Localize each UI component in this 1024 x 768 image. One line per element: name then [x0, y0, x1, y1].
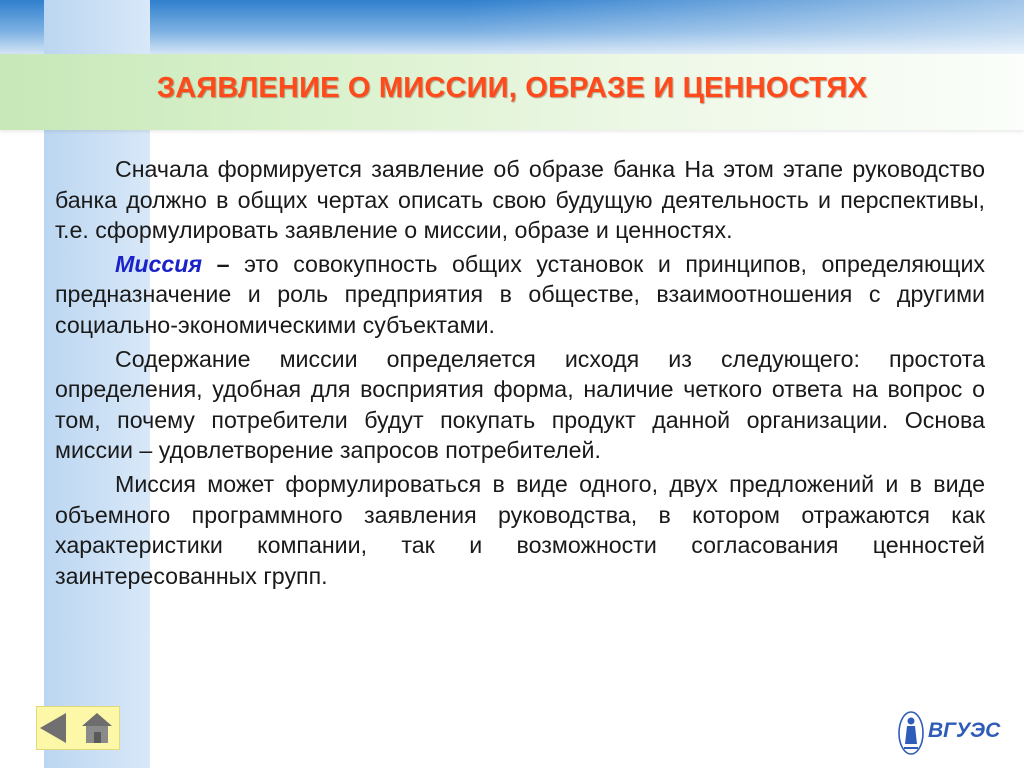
paragraph-mission-form: Миссия может формулироваться в виде одного, двух предложений и в виде объемного программного заявления руководства, в котором отражаются как характеристики компании, так и возможности согласования ценностей заинтересованных групп. — [55, 470, 985, 589]
mission-term: Миссия — [115, 250, 203, 277]
paragraph-intro: Сначала формируется заявление об образе банка На этом этапе руководство банка должно в общих чертах описать свою будущую деятельность и перспективы, т.е. сформулировать заявление о миссии, образе и ценностях. — [55, 156, 985, 244]
paragraph-mission-definition — [55, 249, 985, 341]
paragraph-mission-content: Содержание миссии определяется исходя из следующего: простота определения, удобная для восприятия форма, наличие четкого ответа на вопрос о том, почему потребители будут покупать продукт данной организации. Основа миссии – удовлетворение запросов потребителей. — [55, 345, 985, 464]
back-arrow-icon[interactable] — [40, 713, 66, 743]
mission-definition-text: это совокупность общих установок и принципов, определяющих предназначение и роль предприятия в обществе, взаимоотношения с другими социально-экономическими субъектами. — [55, 250, 985, 338]
slide-title: ЗАЯВЛЕНИЕ О МИССИИ, ОБРАЗЕ И ЦЕННОСТЯХ — [156, 72, 868, 104]
top-decorative-band — [0, 0, 1024, 58]
definition-dash: – — [216, 250, 230, 277]
home-icon[interactable] — [80, 711, 114, 745]
slide-content — [55, 154, 985, 594]
logo-text: ВГУЭС — [928, 719, 1001, 742]
